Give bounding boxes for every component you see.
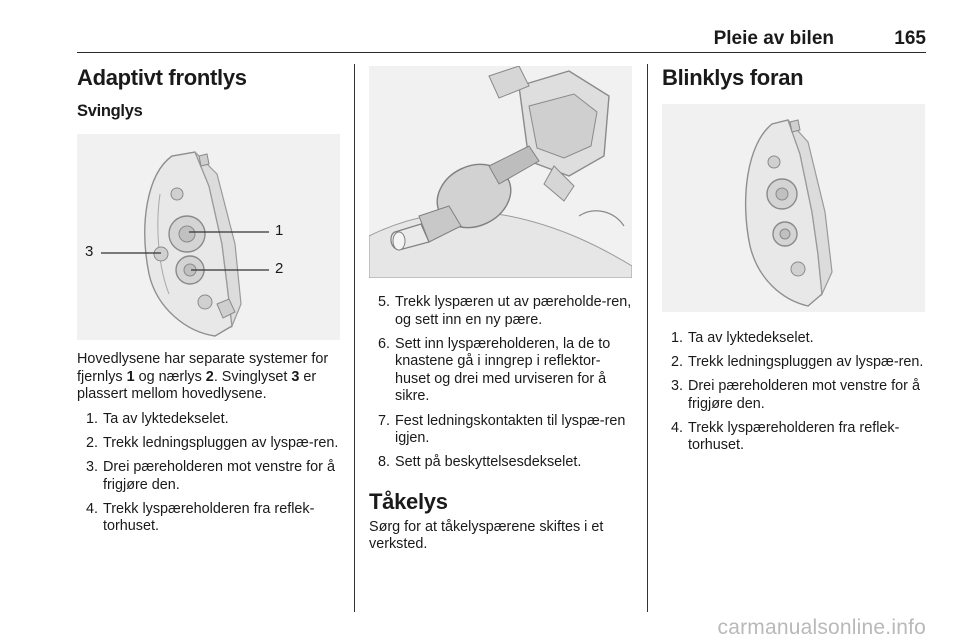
list-item: 6. Sett inn lyspæreholderen, la de to knastene gå i inngrep i reflektor-huset og drei med urviseren for å sikre. xyxy=(377,335,611,405)
callout-1: 1 xyxy=(275,222,284,239)
list-item: 3. Drei pæreholderen mot venstre for å frigjøre den. xyxy=(85,458,335,493)
list-item: 1. Ta av lyktedekselet. xyxy=(85,410,229,427)
list-item: 4. Trekk lyspæreholderen fra reflek-torhuset. xyxy=(670,419,900,454)
list-item: 7. Fest ledningskontakten til lyspæ-ren igjen. xyxy=(377,412,626,447)
headlamp-drawing xyxy=(77,134,340,340)
page-header xyxy=(77,26,926,53)
list-item: 2. Trekk ledningspluggen av lyspæ-ren. xyxy=(85,434,339,451)
list-item: 2. Trekk ledningspluggen av lyspæ-ren. xyxy=(670,354,924,371)
column-divider-2 xyxy=(647,64,648,612)
subheading-cornering-light: Svinglys xyxy=(77,102,143,120)
bulb-drawing xyxy=(369,66,632,278)
cornering-light-description: Hovedlysene har separate systemer for fjernlys 1 og nærlys 2. Svinglyset 3 er plassert mellom hovedlysene. xyxy=(77,351,329,403)
list-item: 5. Trekk lyspæren ut av pæreholde-ren, og sett inn en ny pære. xyxy=(377,294,632,328)
list-item: 3. Drei pæreholderen mot venstre for å frigjøre den. xyxy=(670,378,920,412)
page-number: 165 xyxy=(894,28,926,49)
column-divider-1 xyxy=(354,64,355,612)
heading-fog-lights: Tåkelys xyxy=(369,488,448,514)
indicator-lamp-illustration xyxy=(662,104,925,312)
column-right xyxy=(662,64,927,462)
headlamp-illustration xyxy=(77,134,340,340)
watermark-text: carmanualsonline.info xyxy=(717,616,926,639)
list-item: 1. Ta av lyktedekselet. xyxy=(670,330,814,346)
indicator-lamp-drawing xyxy=(662,104,925,312)
steps-list-indicator xyxy=(662,330,927,455)
bulb-replacement-illustration xyxy=(369,66,632,278)
heading-adaptive-headlights: Adaptivt frontlys xyxy=(77,65,247,90)
callout-2: 2 xyxy=(275,260,284,277)
list-item: 8. Sett på beskyttelsesdekselet. xyxy=(377,454,582,471)
column-middle xyxy=(369,64,634,554)
fog-lights-description: Sørg for at tåkelyspærene skiftes i et verksted. xyxy=(369,518,604,553)
list-item: 4. Trekk lyspæreholderen fra reflek-torhuset. xyxy=(85,500,315,535)
heading-front-indicator: Blinklys foran xyxy=(662,65,804,90)
steps-list-cornering xyxy=(77,411,340,536)
column-left xyxy=(77,64,340,542)
callout-3: 3 xyxy=(85,243,94,260)
section-title: Pleie av bilen xyxy=(713,28,834,49)
steps-list-bulb xyxy=(369,294,634,472)
